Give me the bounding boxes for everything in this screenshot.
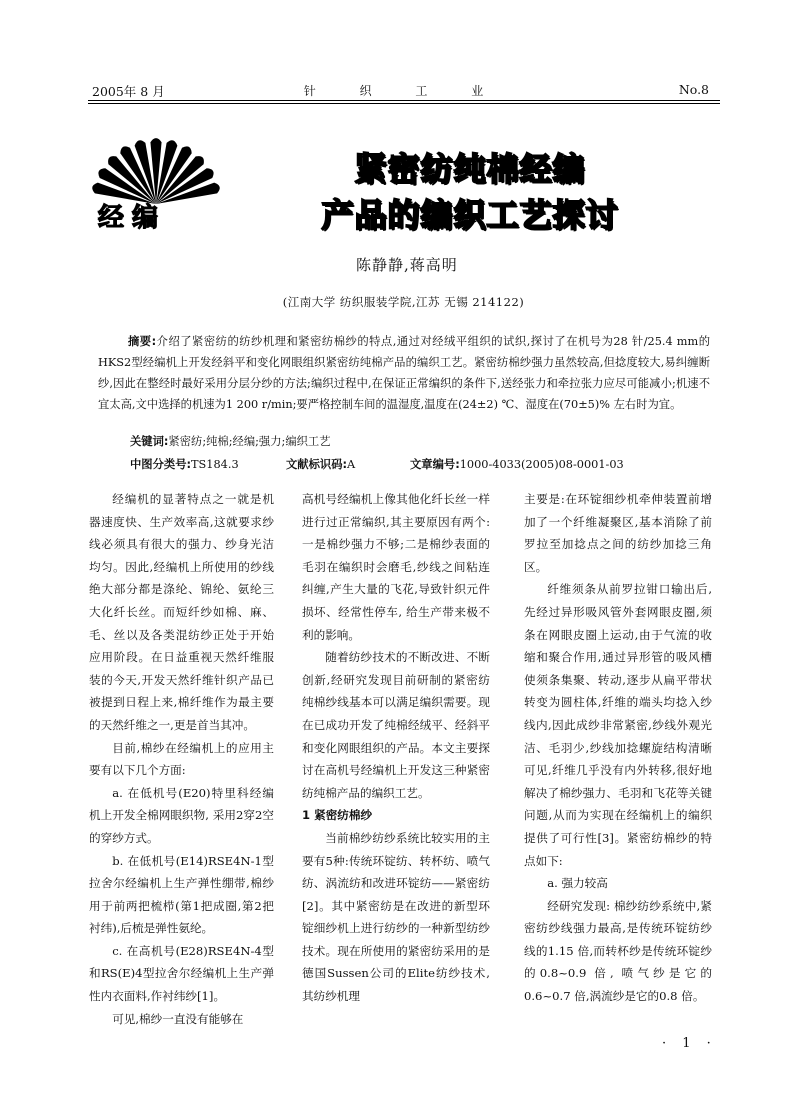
body-column-1 bbox=[89, 488, 274, 1030]
fan-blade bbox=[150, 138, 161, 204]
paragraph: 可见,棉纱一直没有能够在 bbox=[112, 1011, 244, 1026]
running-header-date: 2005年 8 月 bbox=[92, 84, 165, 99]
section-heading: 1 紧密纺棉纱 bbox=[302, 808, 373, 823]
paragraph: 当前棉纱纺纱系统比较实用的主要有5种:传统环锭纺、转杯纺、喷气纺、涡流纺和改进环锭纺——紧密纺[2]。其中紧密纺是在改进的新型环锭细纱机上进行纺纱的一种新型纺纱技术。现在所使用的紧密纺采用的是德国Sussen公司的Elite纺纱技术,其纺纱机理 bbox=[302, 830, 490, 1004]
classification-row bbox=[130, 456, 720, 472]
article-no-label: 文章编号: bbox=[410, 458, 460, 471]
section-logo-text: 经编 bbox=[98, 203, 167, 233]
list-item: b. 在低机号(E14)RSE4N-1型拉舍尔经编机上生产弹性绷带,棉纱用于前两把梳栉(第1把成圈,第2把衬纬),后梳是弹性氨纶。 bbox=[89, 853, 274, 936]
body-column-3 bbox=[524, 488, 712, 1008]
list-item: c. 在高机号(E28)RSE4N-4型和RS(E)4型拉舍尔经编机上生产弹性内衣面料,作衬纬纱[1]。 bbox=[89, 943, 274, 1004]
keywords-label: 关键词: bbox=[130, 435, 169, 448]
paragraph: 纤维须条从前罗拉钳口输出后,先经过异形吸风管外套网眼皮圈,须条在网眼皮圈上运动,由于气流的收缩和聚合作用,通过异形管的吸风槽使须条集聚、转动,逐步从扁平带状转变为圆柱体,纤维的端头均捻入纱线内,因此成纱非常紧密,纱线外观光洁、毛羽少,纱线加捻螺旋结构清晰可见,纤维几乎没有内外转移,很好地解决了棉纱强力、毛羽和飞花等关键问题,从而为实现在经编机上的编织提供了可行性[3]。紧密纺棉纱的特点如下: bbox=[524, 582, 712, 868]
page-number: · 1 · bbox=[662, 1036, 717, 1051]
cls-value: TS184.3 bbox=[191, 458, 239, 471]
subsection-heading: a. 强力较高 bbox=[547, 876, 608, 891]
keywords-text: 紧密纺;纯棉;经编;强力;编织工艺 bbox=[168, 435, 331, 448]
affiliation: (江南大学 纺织服装学院,江苏 无锡 214122) bbox=[282, 295, 525, 309]
abstract bbox=[98, 331, 710, 415]
paragraph: 经研究发现: 棉纱纺纱系统中,紧密纺纱线强力最高,是传统环锭纺纱线的1.15 倍,而转杯纱是传统环锭纱的0.8~0.9 倍, 喷气纱是它的0.6~0.7 倍,涡流纱是它的0.8 倍。 bbox=[524, 898, 712, 1004]
header-rule bbox=[88, 100, 720, 101]
body-column-2 bbox=[302, 488, 490, 1008]
paragraph: 目前,棉纱在经编机上的应用主要有以下几个方面: bbox=[89, 740, 274, 778]
article-title-line1: 紧密纺纯棉经编 bbox=[354, 150, 586, 188]
keywords bbox=[130, 433, 331, 449]
paragraph: 经编机的显著特点之一就是机器速度快、生产效率高,这就要求纱线必须具有很大的强力、纱身光洁均匀。因此,经编机上所使用的纱线绝大部分都是涤纶、锦纶、氨纶三大化纤长丝。而短纤纱如棉、麻、毛、丝以及各类混纺纱正处于开始应用阶段。在日益重视天然纤维服装的今天,开发天然纤维针织产品已被提到日程上来,棉纤维作为最主要的天然纤维之一,更是首当其冲。 bbox=[89, 492, 274, 732]
doc-code-label: 文献标识码: bbox=[286, 458, 348, 471]
article-no-value: 1000-4033(2005)08-0001-03 bbox=[459, 458, 624, 471]
abstract-label: 摘要: bbox=[128, 335, 157, 348]
authors: 陈静静,蒋高明 bbox=[356, 256, 458, 274]
doc-code-value: A bbox=[347, 458, 356, 471]
article-title-line2: 产品的编织工艺探讨 bbox=[321, 196, 619, 234]
cls-label: 中图分类号: bbox=[130, 458, 192, 471]
abstract-text: 介绍了紧密纺的纺纱机理和紧密纺棉纱的特点,通过对经绒平组织的试织,探讨了在机号为28 针/25.4 mm的HKS2型经编机上开发经斜平和变化网眼组织紧密纺纯棉产品的编织工艺。紧密纺棉纱强力虽然较高,但捻度较大,易纠缠断纱,因此在整经时最好采用分层分纱的方法;编织过程中,在保证正常编织的条件下,送经张力和牵拉张力应尽可能减小;机速不宜太高,文中选择的机速为1 200 r/min;要严格控制车间的温湿度,温度在(24±2) ℃、湿度在(70±5)% 左右时为宜。 bbox=[98, 335, 710, 411]
running-header-issue: No.8 bbox=[678, 82, 709, 97]
paragraph: 随着纺纱技术的不断改进、不断创新,经研究发现目前研制的紧密纺纯棉纱线基本可以满足编织需要。现在已成功开发了纯棉经绒平、经斜平和变化网眼组织的产品。本文主要探讨在高机号经编机上开发这三种紧密纺纯棉产品的编织工艺。 bbox=[302, 650, 490, 800]
running-header-journal: 针 织 工 业 bbox=[303, 84, 504, 98]
paragraph: 高机号经编机上像其他化纤长丝一样进行过正常编织,其主要原因有两个:一是棉纱强力不够;二是棉纱表面的毛羽在编织时会磨毛,纱线之间粘连纠缠,产生大量的飞花,导致针织元件损坏、经常性停车, 给生产带来极不利的影响。 bbox=[302, 492, 490, 642]
paragraph: 主要是:在环锭细纱机牵伸装置前增加了一个纤维凝聚区,基本消除了前罗拉至加捻点之间的纺纱加捻三角区。 bbox=[524, 492, 712, 574]
header-rule-thin bbox=[88, 103, 720, 104]
list-item: a. 在低机号(E20)特里科经编机上开发全棉网眼织物, 采用2穿2空的穿纱方式。 bbox=[89, 785, 274, 845]
